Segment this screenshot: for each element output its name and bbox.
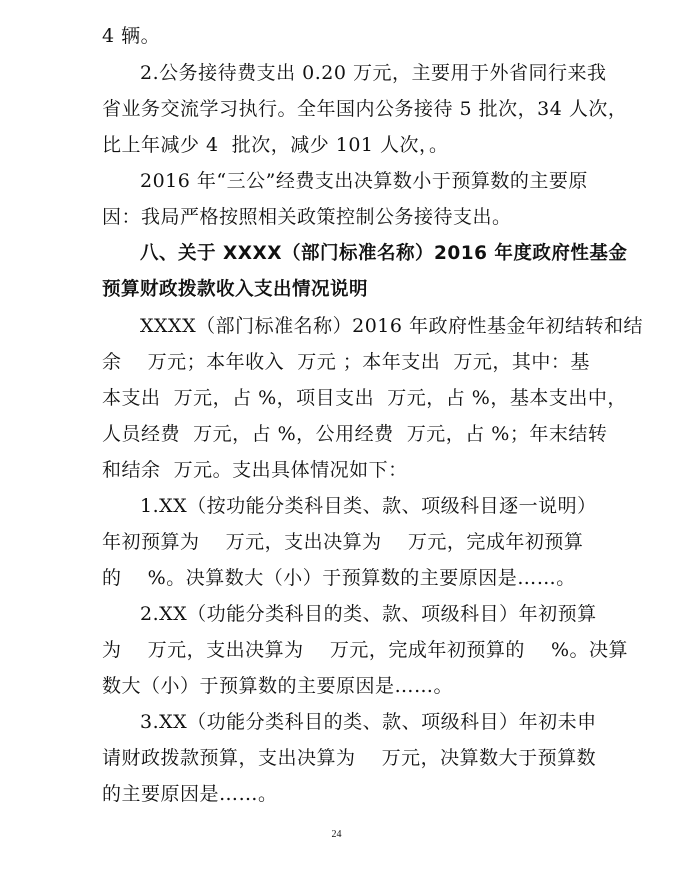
text-line: 请财政拨款预算，支出决算为 万元，决算数大于预算数 bbox=[102, 747, 597, 769]
page-number: 24 bbox=[331, 829, 342, 840]
text-line: 为 万元，支出决算为 万元，完成年初预算的 %。决算 bbox=[102, 639, 629, 661]
text-line: 人员经费 万元，占 %，公用经费 万元，占 %；年末结转 bbox=[102, 423, 608, 445]
text-line: 4 辆。 bbox=[102, 25, 161, 47]
text-line: 的 %。决算数大（小）于预算数的主要原因是……。 bbox=[102, 567, 576, 589]
section-heading: 八、关于 XXXX（部门标准名称）2016 年度政府性基金 bbox=[140, 243, 628, 264]
text-line: 因：我局严格按照相关政策控制公务接待支出。 bbox=[102, 206, 512, 228]
text-line: 的主要原因是……。 bbox=[102, 783, 278, 805]
text-line: 和结余 万元。支出具体情况如下： bbox=[102, 459, 408, 481]
section-heading: 预算财政拨款收入支出情况说明 bbox=[102, 279, 369, 300]
text-line: 余 万元；本年收入 万元 ；本年支出 万元，其中：基 bbox=[102, 351, 590, 373]
text-line: 1.XX（按功能分类科目类、款、项级科目逐一说明） bbox=[140, 495, 597, 517]
text-line: 本支出 万元，占 %，项目支出 万元，占 %，基本支出中， bbox=[102, 387, 627, 409]
text-line: XXXX（部门标准名称）2016 年政府性基金年初结转和结 bbox=[140, 315, 643, 337]
text-line: 3.XX（功能分类科目的类、款、项级科目）年初未申 bbox=[140, 711, 597, 733]
text-line: 2.XX（功能分类科目的类、款、项级科目）年初预算 bbox=[140, 603, 597, 625]
text-line: 比上年减少 4 批次，减少 101 人次，。 bbox=[102, 134, 449, 156]
text-line: 数大（小）于预算数的主要原因是……。 bbox=[102, 675, 454, 697]
text-line: 省业务交流学习执行。全年国内公务接待 5 批次，34 人次， bbox=[102, 98, 628, 120]
text-line: 2.公务接待费支出 0.20 万元，主要用于外省同行来我 bbox=[140, 62, 607, 84]
text-line: 年初预算为 万元，支出决算为 万元，完成年初预算 bbox=[102, 531, 584, 553]
text-line: 2016 年“三公”经费支出决算数小于预算数的主要原 bbox=[140, 170, 588, 192]
